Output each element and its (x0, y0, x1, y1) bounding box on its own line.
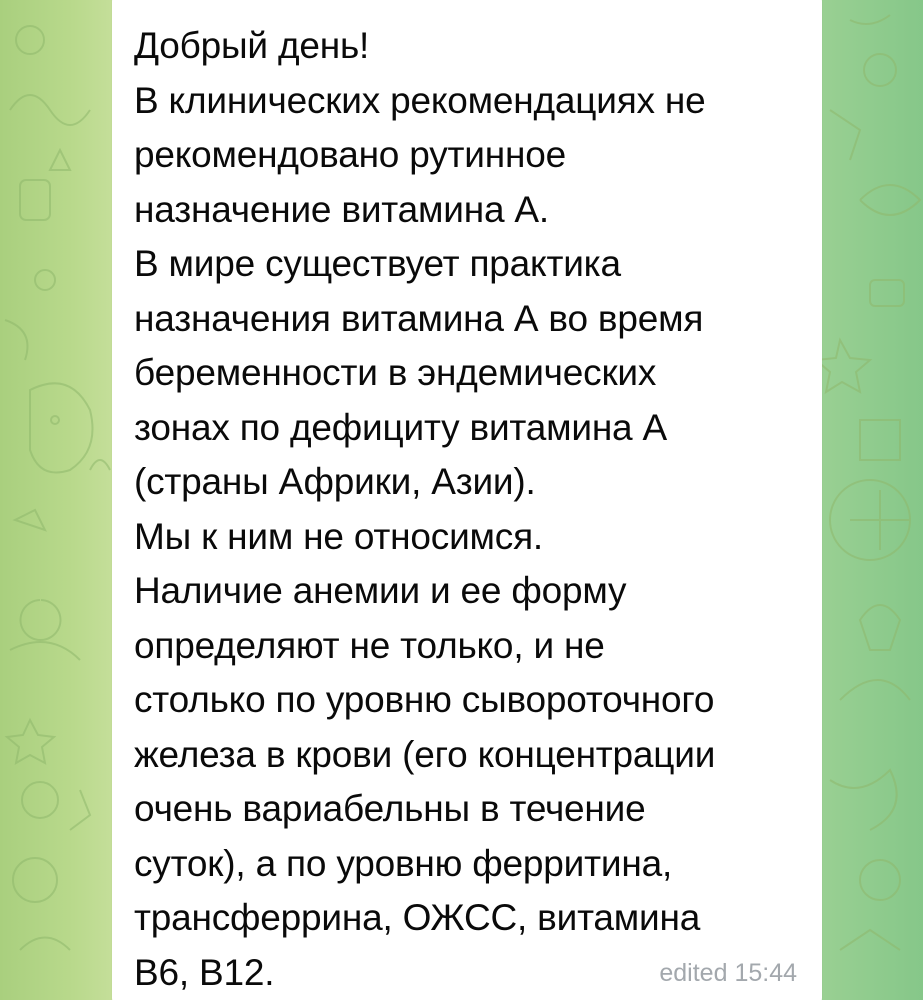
message-line: железа в крови (его концентрации (134, 733, 716, 775)
message-meta (659, 959, 797, 988)
message-line: зонах по дефициту витамина А (134, 406, 667, 448)
edited-label: edited (659, 959, 728, 987)
message-text (134, 19, 804, 1000)
message-time: 15:44 (734, 959, 797, 987)
message-line: определяют не только, и не (134, 624, 605, 666)
message-line: суток), а по уровню ферритина, (134, 842, 673, 884)
message-line: рекомендовано рутинное (134, 134, 566, 175)
message-line: столько по уровню сывороточного (134, 679, 715, 720)
message-line: очень вариабельны в течение (134, 788, 646, 829)
message-line: В мире существует практика (134, 243, 621, 284)
message-line: В клинических рекомендациях не (134, 79, 706, 121)
message-line: (страны Африки, Азии). (134, 461, 536, 502)
message-line: назначения витамина А во время (134, 297, 704, 339)
message-line: трансферрина, ОЖСС, витамина (134, 897, 701, 938)
message-line: Добрый день! (134, 25, 370, 66)
message-line: В6, В12. (134, 951, 275, 993)
message-line: назначение витамина А. (134, 188, 549, 230)
message-line: Наличие анемии и ее форму (134, 570, 627, 611)
message-line: Мы к ним не относимся. (134, 515, 544, 557)
message-line: беременности в эндемических (134, 352, 657, 393)
